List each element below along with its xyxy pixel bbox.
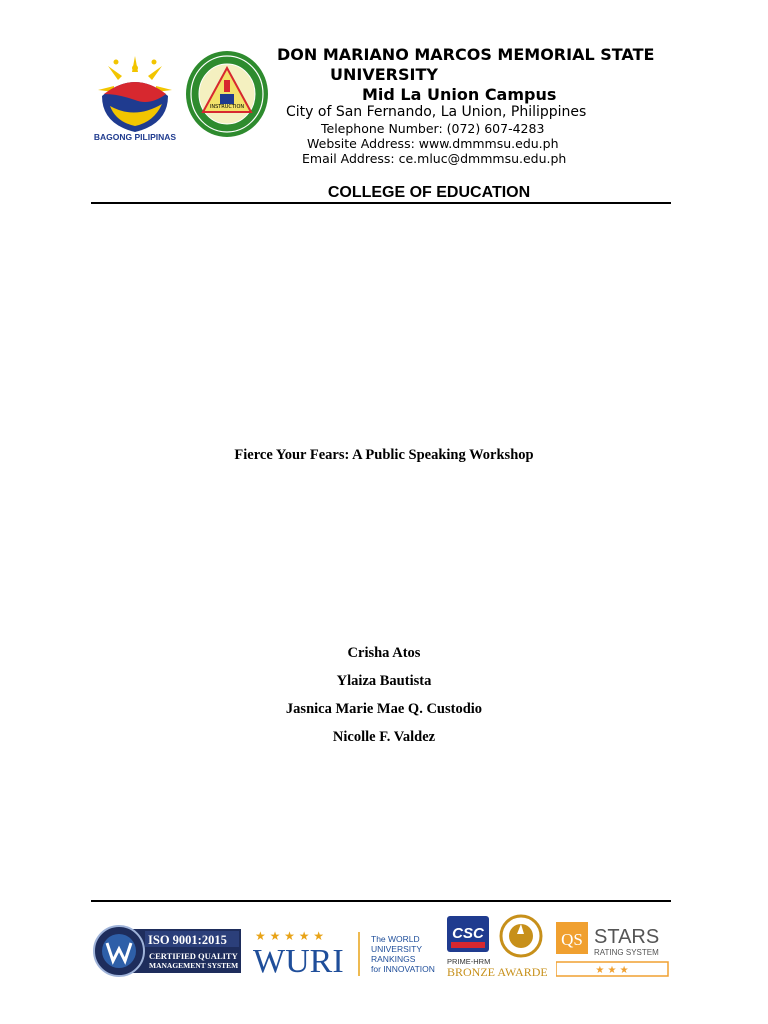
- seal-instruction-text: INSTRUCTION: [209, 104, 245, 110]
- author-name: Nicolle F. Valdez: [332, 729, 436, 745]
- wuri-line2: UNIVERSITY: [371, 944, 423, 954]
- wuri-stars: ★ ★ ★ ★ ★: [255, 929, 325, 943]
- author-name: Ylaiza Bautista: [336, 673, 432, 689]
- csc-wordmark: CSC: [452, 925, 484, 942]
- iso-line3: MANAGEMENT SYSTEM: [149, 961, 239, 970]
- email-line: Email Address: ce.mluc@dmmmsu.edu.ph: [302, 151, 567, 166]
- iso-certification-badge: [93, 925, 241, 977]
- college-heading: COLLEGE OF EDUCATION: [327, 184, 531, 201]
- iso-line2: CERTIFIED QUALITY: [149, 951, 238, 961]
- csc-prime-hrm: PRIME-HRM: [447, 957, 491, 966]
- qs-rating-stars: ★ ★ ★: [595, 965, 629, 976]
- university-name: DON MARIANO MARCOS MEMORIAL STATE: [277, 45, 655, 64]
- qs-stars-logo: [556, 920, 670, 978]
- author-list: [0, 645, 768, 757]
- header-divider: [91, 202, 671, 204]
- wuri-logo: [253, 922, 436, 980]
- website-line: Website Address: www.dmmmsu.edu.ph: [307, 136, 559, 151]
- qs-subtitle: RATING SYSTEM: [594, 948, 659, 957]
- bagong-pilipinas-logo: [88, 50, 182, 144]
- dmmmsu-seal: [185, 50, 269, 138]
- author-name: Jasnica Marie Mae Q. Custodio: [285, 701, 483, 717]
- iso-title: ISO 9001:2015: [148, 933, 227, 947]
- csc-bronze: BRONZE AWARDEE: [447, 965, 547, 979]
- qs-wordmark: QS: [561, 930, 583, 949]
- university-name-line2: UNIVERSITY: [330, 65, 438, 84]
- wuri-line3: RANKINGS: [371, 954, 416, 964]
- telephone-line: Telephone Number: (072) 607-4283: [321, 121, 545, 136]
- campus-name: Mid La Union Campus: [362, 85, 557, 104]
- wuri-wordmark: WURI: [253, 943, 344, 980]
- csc-prime-hrm-logo: [445, 912, 547, 980]
- author-name: Crisha Atos: [347, 645, 421, 661]
- address-line: City of San Fernando, La Union, Philippines: [286, 104, 587, 120]
- qs-stars-word: STARS: [594, 926, 660, 948]
- wuri-line4: for INNOVATION: [371, 964, 435, 974]
- document-title: Fierce Your Fears: A Public Speaking Workshop: [234, 447, 534, 463]
- footer-divider: [91, 900, 671, 902]
- wuri-line1: The WORLD: [371, 934, 420, 944]
- bagong-pilipinas-text: BAGONG PILIPINAS: [93, 132, 177, 142]
